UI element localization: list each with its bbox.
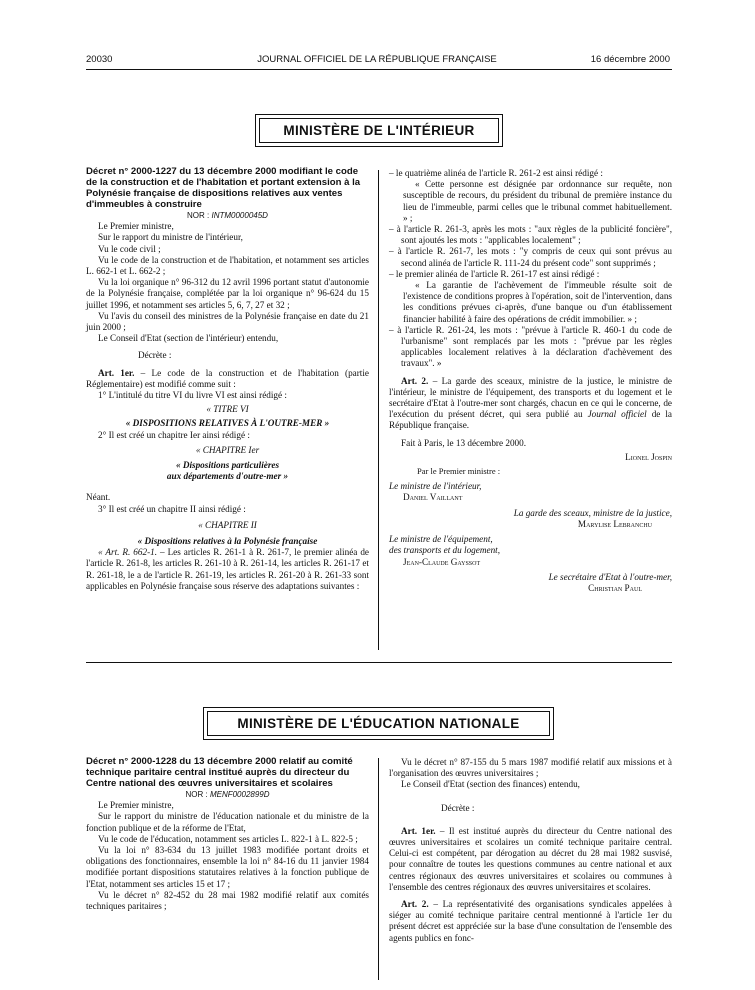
titre-subheading: « DISPOSITIONS RELATIVES À L'OUTRE-MER »	[125, 418, 330, 429]
visa: Vu l'avis du conseil des ministres de la Polynésie française en date du 21 juin 2000 ;	[86, 310, 369, 333]
minister-justice: La garde des sceaux, ministre de la justice,	[513, 507, 672, 518]
decree-1-right-column	[389, 168, 672, 594]
article-1: Art. 1er. – Il est institué auprès du directeur du Centre national des œuvres universitaires et scolaires un comité technique paritaire central. Celui-ci est compétent, par dérogation au décret du 28 mai 1982 susvisé, pour connaître de toutes les questions communes au centre national et aux centres régionaux des œuvres universitaires et scolaires ou communes à l'ensemble des centres régionaux des œuvres universitaires et scolaires.	[389, 825, 672, 892]
visa: Sur le rapport du ministre de l'éducation nationale et du ministre de la fonction publique et de la réforme de l'Etat,	[86, 811, 369, 833]
article-2: Art. 2. – La garde des sceaux, ministre de la justice, le ministre de l'intérieur, le ministre de l'équipement, des transports et du logement et le secrétaire d'Etat à l'outre-mer sont chargés, chacun en ce qui le concerne, de l'exécution du présent décret, qui sera publié au Journal officiel de la République française.	[389, 375, 672, 431]
fait-a-paris: Fait à Paris, le 13 décembre 2000.	[401, 437, 527, 448]
decree-title: Décret n° 2000-1227 du 13 décembre 2000 modifiant le code de la construction et de l'habitation et portant extension à la Polynésie française de dispositions relatives aux ventes d'immeubles à construire	[86, 166, 361, 210]
visa: Le Premier ministre,	[98, 800, 174, 811]
signature-outre-mer: Christian Paul	[588, 582, 642, 593]
column-rule	[378, 758, 379, 980]
chapter-2-heading: « CHAPITRE II	[198, 519, 257, 530]
decrete: Décrète :	[138, 350, 172, 361]
minister-outre-mer: Le secrétaire d'Etat à l'outre-mer,	[548, 571, 672, 582]
article-1: Art. 1er. – Le code de la construction et de l'habitation (partie Réglementaire) est modifié comme suit :	[86, 367, 369, 389]
page-date: 16 décembre 2000	[590, 54, 670, 65]
visa: Vu le code de la construction et de l'habitation, et notamment ses articles L. 662-1 et L. 662-2 ;	[86, 254, 369, 277]
decree-2-left-column	[86, 756, 369, 912]
visa: Vu la loi organique n° 96-312 du 12 avril 1996 portant statut d'autonomie de la Polynésie française, complétée par la loi organique n° 96-624 du 15 juillet 1996, et notamment ses articles 5, 6, 7, 27 et 32 ;	[86, 277, 369, 310]
signature-premier-ministre: Lionel Jospin	[625, 451, 672, 462]
chapter-1-subheading: « Dispositions particulières	[175, 460, 280, 471]
article-2: Art. 2. – La représentativité des organisations syndicales appelées à siéger au comité technique paritaire central mentionné à l'article 1er du présent décret est appréciée sur la base d'une consultation de l'ensemble des agents publics en fonc-	[389, 899, 672, 943]
visa: Le Conseil d'Etat (section de l'intérieur) entendu,	[98, 333, 279, 344]
chapter-1-subheading-2: aux départements d'outre-mer »	[166, 471, 289, 482]
decree-title: Décret n° 2000-1228 du 13 décembre 2000 relatif au comité technique paritaire central institué auprès du directeur du Centre national des œuvres universitaires et scolaires	[86, 756, 353, 789]
header-rule	[86, 69, 672, 70]
chapter-1-heading: « CHAPITRE Ier	[195, 444, 260, 455]
minister-equipement: Le ministre de l'équipement,	[389, 534, 493, 545]
ministry-title: MINISTÈRE DE L'INTÉRIEUR	[259, 118, 499, 143]
signature-interieur: Daniel Vaillant	[403, 492, 463, 503]
item-2: 2° Il est créé un chapitre Ier ainsi rédigé :	[98, 429, 250, 440]
visa: Vu le décret n° 87-155 du 5 mars 1987 modifié relatif aux missions et à l'organisation des œuvres universitaires ;	[389, 757, 672, 779]
neant: Néant.	[86, 492, 111, 503]
decrete: Décrète :	[441, 802, 475, 813]
item-3: 3° Il est créé un chapitre II ainsi rédigé :	[98, 503, 246, 514]
section-separator	[86, 662, 672, 663]
journal-title: JOURNAL OFFICIEL DE LA RÉPUBLIQUE FRANÇAISE	[257, 54, 497, 65]
visa: Vu le décret n° 82-452 du 28 mai 1982 modifié relatif aux comités techniques paritaires ;	[86, 889, 369, 912]
article-r-662-1: « Art. R. 662-1. – Les articles R. 261-1 à R. 261-7, le premier alinéa de l'article R. 261-8, les articles R. 261-10 à R. 261-14, les articles R. 261-17 et R. 261-18, le a de l'article R. 261-19, les articles R. 261-20 à R. 261-33 sont applicables en Polynésie française sous réserve des adaptations suivantes :	[86, 547, 369, 591]
visa: Vu le code de l'éducation, notamment ses articles L. 822-1 à L. 822-5 ;	[98, 833, 358, 844]
visa: Sur le rapport du ministre de l'intérieur,	[98, 232, 243, 243]
par-premier-ministre: Par le Premier ministre :	[417, 466, 501, 477]
decree-1-left-column	[86, 166, 369, 592]
decree-2-right-column	[389, 757, 672, 944]
visa: Le Premier ministre,	[98, 221, 174, 232]
ministry-box-interieur	[255, 114, 503, 147]
minister-equipement-2: des transports et du logement,	[389, 545, 501, 556]
minister-interieur: Le ministre de l'intérieur,	[389, 481, 482, 492]
signature-justice: Marylise Lebranchu	[577, 518, 652, 529]
page-number: 20030	[86, 54, 113, 65]
item-1: 1° L'intitulé du titre VI du livre VI est ainsi rédigé :	[98, 390, 287, 401]
nor-reference: NOR : MENF0002899D	[185, 790, 270, 799]
nor-reference: NOR : INTM0000045D	[187, 211, 268, 220]
amendment-item: – le premier alinéa de l'article R. 261-17 est ainsi rédigé :	[389, 268, 600, 279]
amendment-quote: « Cette personne est désignée par ordonnance sur requête, non susceptible de recours, du président du tribunal de première instance du lieu de l'immeuble, parmi celles que le tribunal commet habituellement. » ;	[403, 179, 672, 223]
visa: Vu la loi n° 83-634 du 13 juillet 1983 modifiée portant droits et obligations des fonctionnaires, ensemble la loi n° 84-16 du 11 janvier 1984 modifiée portant dispositions statutaires relatives à la fonction publique de l'Etat, notamment ses articles 15 et 17 ;	[86, 845, 369, 889]
amendment-item: – le quatrième alinéa de l'article R. 261-2 est ainsi rédigé :	[389, 168, 603, 178]
titre-heading: « TITRE VI	[206, 404, 249, 415]
visa: Le Conseil d'Etat (section des finances) entendu,	[401, 779, 580, 790]
amendment-item: – à l'article R. 261-7, les mots : "y compris de ceux qui sont prévus au second alinéa de l'article R. 111-24 du présent code" sont supprimés ;	[389, 246, 672, 268]
chapter-2-subheading: « Dispositions relatives à la Polynésie française	[137, 536, 318, 547]
ministry-title: MINISTÈRE DE L'ÉDUCATION NATIONALE	[207, 711, 550, 736]
ministry-box-education	[203, 707, 554, 740]
amendment-item: – à l'article R. 261-24, les mots : "prévue à l'article R. 460-1 du code de l'urbanisme" sont remplacés par les mots : "prévue par les règles applicables localement relatives à la déclaration d'achèvement des travaux". »	[389, 324, 672, 369]
column-rule	[378, 170, 379, 650]
signature-equipement: Jean-Claude Gayssot	[403, 556, 481, 567]
visa: Vu le code civil ;	[98, 243, 161, 254]
amendment-quote: « La garantie de l'achèvement de l'immeuble résulte soit de l'existence de conditions propres à l'opération, soit de l'intervention, dans les conditions prévues ci-après, d'une banque ou d'un établissement financier habilité à faire des opérations de crédit immobilier. » ;	[403, 280, 672, 324]
amendment-item: – à l'article R. 261-3, après les mots : "aux règles de la publicité foncière", sont ajoutés les mots : "applicables localement" ;	[389, 224, 672, 246]
